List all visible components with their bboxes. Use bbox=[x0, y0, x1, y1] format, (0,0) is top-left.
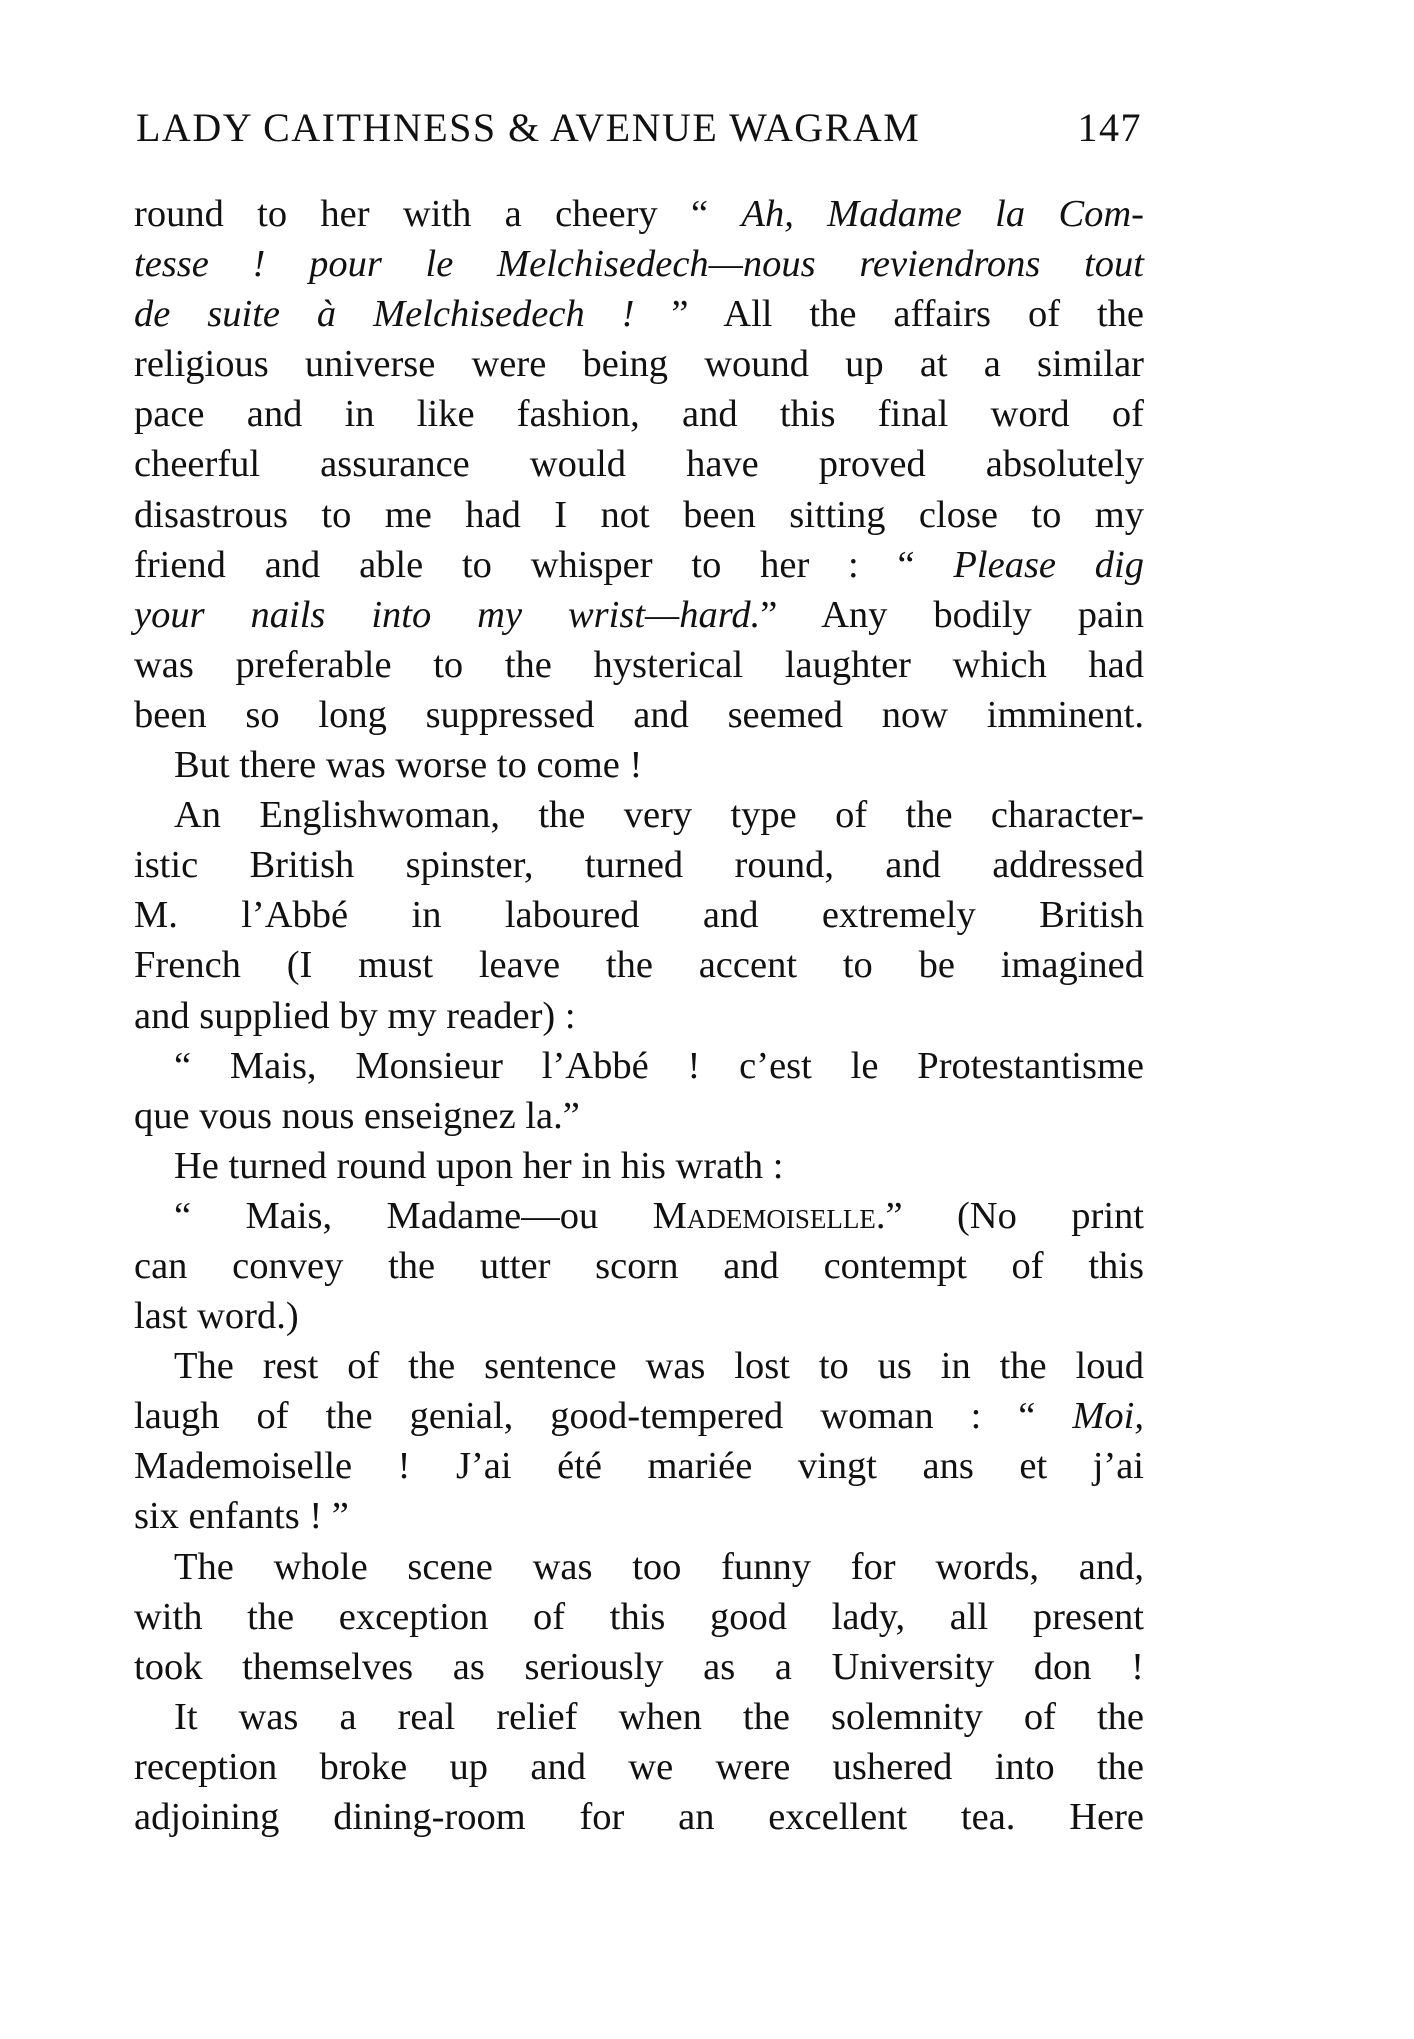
italic-text: Moi, bbox=[1072, 1395, 1144, 1438]
text-line bbox=[134, 840, 1144, 890]
text-line bbox=[134, 940, 1144, 990]
text-segment: last word.) bbox=[134, 1295, 299, 1338]
text-line bbox=[134, 1642, 1144, 1692]
text-segment: round to her with a cheery “ bbox=[134, 193, 742, 235]
text-segment: “ Mais, Monsieur l’Abbé ! c’est le Protestantisme bbox=[174, 1044, 1144, 1087]
text-line bbox=[134, 1792, 1144, 1842]
text-segment: que vous nous enseignez la.” bbox=[134, 1094, 580, 1137]
paragraph bbox=[134, 1041, 1144, 1141]
text-line bbox=[134, 540, 1144, 590]
text-segment: friend and able to whisper to her : “ bbox=[134, 543, 954, 586]
text-segment: Mademoiselle ! J’ai été mariée vingt ans et j’ai bbox=[134, 1445, 1144, 1488]
text-segment: French (I must leave the accent to be imagined bbox=[134, 944, 1144, 987]
text-line bbox=[134, 740, 1144, 790]
text-line bbox=[134, 640, 1144, 690]
text-line bbox=[134, 1191, 1144, 1241]
text-segment: M. l’Abbé in laboured and extremely British bbox=[134, 894, 1144, 937]
text-line bbox=[134, 590, 1144, 640]
text-line bbox=[134, 439, 1144, 489]
paragraph bbox=[134, 1692, 1144, 1842]
book-page bbox=[134, 104, 1144, 1964]
text-segment: reception broke up and we were ushered into the bbox=[134, 1745, 1144, 1788]
text-segment: disastrous to me had I not been sitting close to my bbox=[134, 493, 1144, 536]
body-text bbox=[134, 189, 1144, 1842]
text-line bbox=[134, 189, 1144, 239]
text-segment: ” Any bodily pain bbox=[760, 593, 1144, 636]
paragraph bbox=[134, 1141, 1144, 1191]
text-line bbox=[134, 389, 1144, 439]
text-line bbox=[134, 1341, 1144, 1391]
text-line bbox=[134, 690, 1144, 740]
text-segment: laugh of the genial, good-tempered woman : “ bbox=[134, 1395, 1073, 1438]
text-line bbox=[134, 991, 1144, 1041]
text-line bbox=[134, 1692, 1144, 1742]
text-segment: cheerful assurance would have proved absolutely bbox=[134, 443, 1144, 486]
text-segment: .” (No print bbox=[875, 1194, 1144, 1237]
running-title: LADY CAITHNESS & AVENUE WAGRAM bbox=[136, 105, 921, 150]
paragraph bbox=[134, 1191, 1144, 1341]
text-line bbox=[134, 890, 1144, 940]
italic-text: Ah, Madame la Com- bbox=[741, 193, 1145, 235]
paragraph bbox=[134, 740, 1144, 790]
text-segment: religious universe were being wound up at a similar bbox=[134, 343, 1144, 386]
italic-text: tesse ! pour le Melchisedech—nous reviendrons tout bbox=[134, 243, 1144, 286]
text-line bbox=[134, 1391, 1144, 1441]
small-caps-text: Mademoiselle bbox=[652, 1194, 876, 1237]
paragraph bbox=[134, 189, 1144, 740]
text-segment: and supplied by my reader) : bbox=[134, 994, 576, 1037]
text-segment: can convey the utter scorn and contempt of this bbox=[134, 1244, 1144, 1287]
text-line bbox=[134, 1291, 1144, 1341]
text-segment: An Englishwoman, the very type of the character- bbox=[174, 794, 1144, 837]
text-line bbox=[134, 1491, 1144, 1541]
text-line bbox=[134, 339, 1144, 389]
text-line bbox=[134, 1742, 1144, 1792]
text-line bbox=[134, 790, 1144, 840]
page-number: 147 bbox=[1077, 105, 1142, 150]
text-line bbox=[134, 289, 1144, 339]
text-segment: pace and in like fashion, and this final word of bbox=[134, 393, 1144, 436]
paragraph bbox=[134, 790, 1144, 1040]
text-line bbox=[134, 490, 1144, 540]
text-line bbox=[134, 1241, 1144, 1291]
text-segment: ” All the affairs of the bbox=[634, 293, 1144, 336]
text-segment: But there was worse to come ! bbox=[174, 744, 643, 787]
text-line bbox=[134, 1041, 1144, 1091]
text-line bbox=[134, 1592, 1144, 1642]
text-segment: was preferable to the hysterical laughter which had bbox=[134, 643, 1144, 686]
text-segment: The rest of the sentence was lost to us in the loud bbox=[174, 1345, 1144, 1388]
text-segment: with the exception of this good lady, all present bbox=[134, 1595, 1144, 1638]
text-segment: took themselves as seriously as a University don ! bbox=[134, 1645, 1144, 1688]
paragraph bbox=[134, 1341, 1144, 1541]
text-segment: It was a real relief when the solemnity of the bbox=[174, 1695, 1144, 1738]
text-line bbox=[134, 1141, 1144, 1191]
text-segment: “ Mais, Madame—ou bbox=[174, 1194, 653, 1237]
italic-text: Please dig bbox=[953, 543, 1144, 586]
text-line bbox=[134, 239, 1144, 289]
text-line bbox=[134, 1441, 1144, 1491]
text-segment: six enfants ! ” bbox=[134, 1495, 349, 1538]
italic-text: de suite à Melchisedech ! bbox=[134, 293, 635, 336]
text-line bbox=[134, 1542, 1144, 1592]
running-head bbox=[134, 104, 1144, 164]
text-segment: adjoining dining-room for an excellent tea. Here bbox=[134, 1796, 1144, 1838]
text-segment: He turned round upon her in his wrath : bbox=[174, 1144, 784, 1187]
text-line bbox=[134, 1091, 1144, 1141]
paragraph bbox=[134, 1542, 1144, 1692]
italic-text: your nails into my wrist—hard. bbox=[134, 593, 761, 636]
text-segment: istic British spinster, turned round, and addressed bbox=[134, 844, 1144, 887]
text-segment: been so long suppressed and seemed now imminent. bbox=[134, 693, 1144, 736]
text-segment: The whole scene was too funny for words, and, bbox=[174, 1545, 1144, 1588]
